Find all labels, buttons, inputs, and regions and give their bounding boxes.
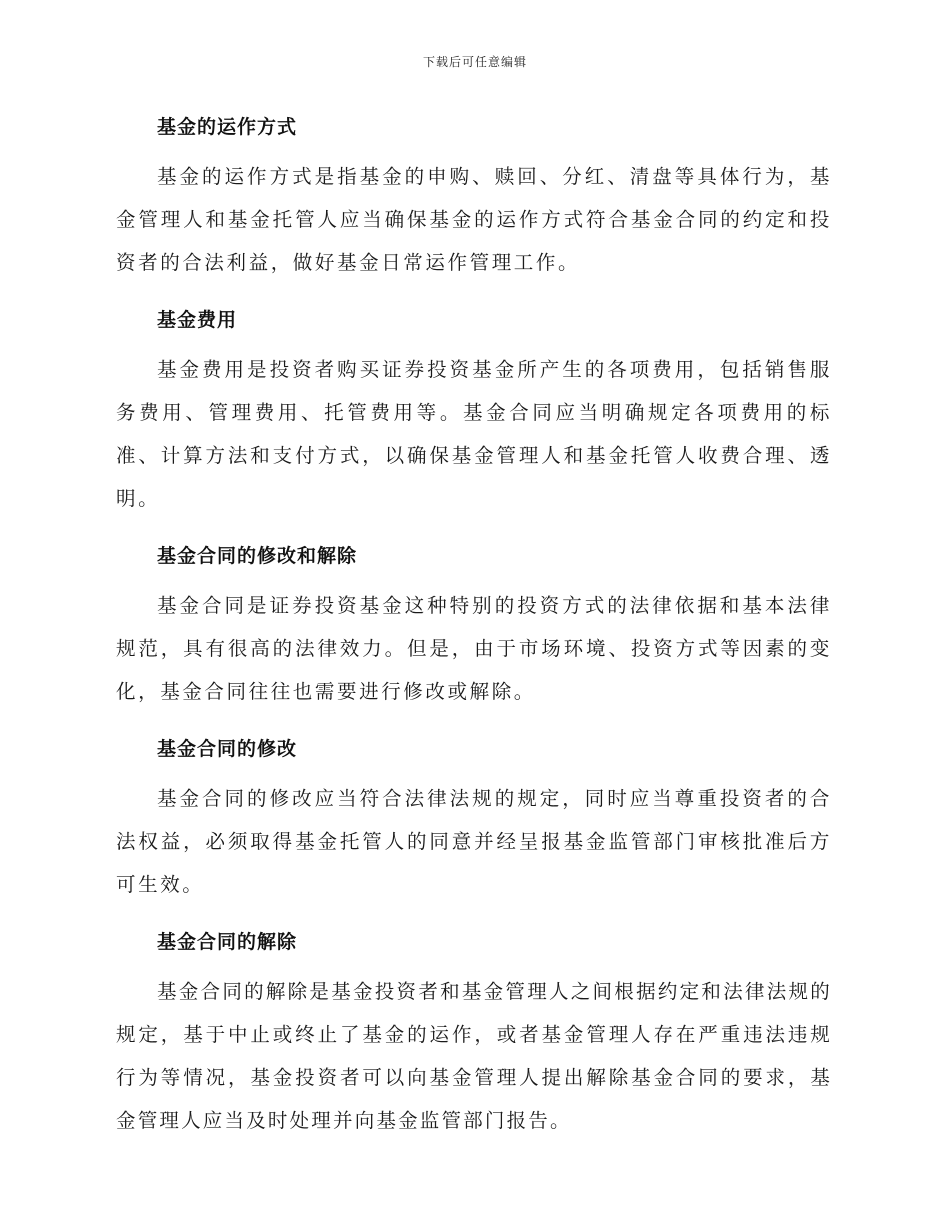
section-heading: 基金合同的修改 <box>157 738 298 760</box>
document-body <box>116 112 832 1163</box>
section-paragraph: 基金合同的修改应当符合法律法规的规定，同时应当尊重投资者的合法权益，必须取得基金托管人的同意并经呈报基金监管部门审核批准后方可生效。 <box>116 787 832 896</box>
page-header-note: 下载后可任意编辑 <box>422 55 527 69</box>
section-paragraph: 基金合同的解除是基金投资者和基金管理人之间根据约定和法律法规的规定，基于中止或终止了基金的运作，或者基金管理人存在严重违法违规行为等情况，基金投资者可以向基金管理人提出解除基金合同的要求，基金管理人应当及时处理并向基金监管部门报告。 <box>116 980 832 1132</box>
section-heading: 基金费用 <box>157 309 238 331</box>
section-contract-termination <box>116 927 832 1142</box>
section-contract-amend-terminate <box>116 541 832 713</box>
section-heading: 基金的运作方式 <box>157 116 298 138</box>
section-fund-fees <box>116 305 832 520</box>
section-heading: 基金合同的解除 <box>157 931 298 953</box>
section-contract-amendment <box>116 734 832 906</box>
section-paragraph: 基金的运作方式是指基金的申购、赎回、分红、清盘等具体行为，基金管理人和基金托管人应当确保基金的运作方式符合基金合同的约定和投资者的合法利益，做好基金日常运作管理工作。 <box>116 165 832 274</box>
section-paragraph: 基金费用是投资者购买证券投资基金所产生的各项费用，包括销售服务费用、管理费用、托管费用等。基金合同应当明确规定各项费用的标准、计算方法和支付方式，以确保基金管理人和基金托管人收费合理、透明。 <box>116 358 832 510</box>
section-operation-mode <box>116 112 832 284</box>
section-paragraph: 基金合同是证券投资基金这种特别的投资方式的法律依据和基本法律规范，具有很高的法律效力。但是，由于市场环境、投资方式等因素的变化，基金合同往往也需要进行修改或解除。 <box>116 594 832 703</box>
section-heading: 基金合同的修改和解除 <box>157 545 358 567</box>
